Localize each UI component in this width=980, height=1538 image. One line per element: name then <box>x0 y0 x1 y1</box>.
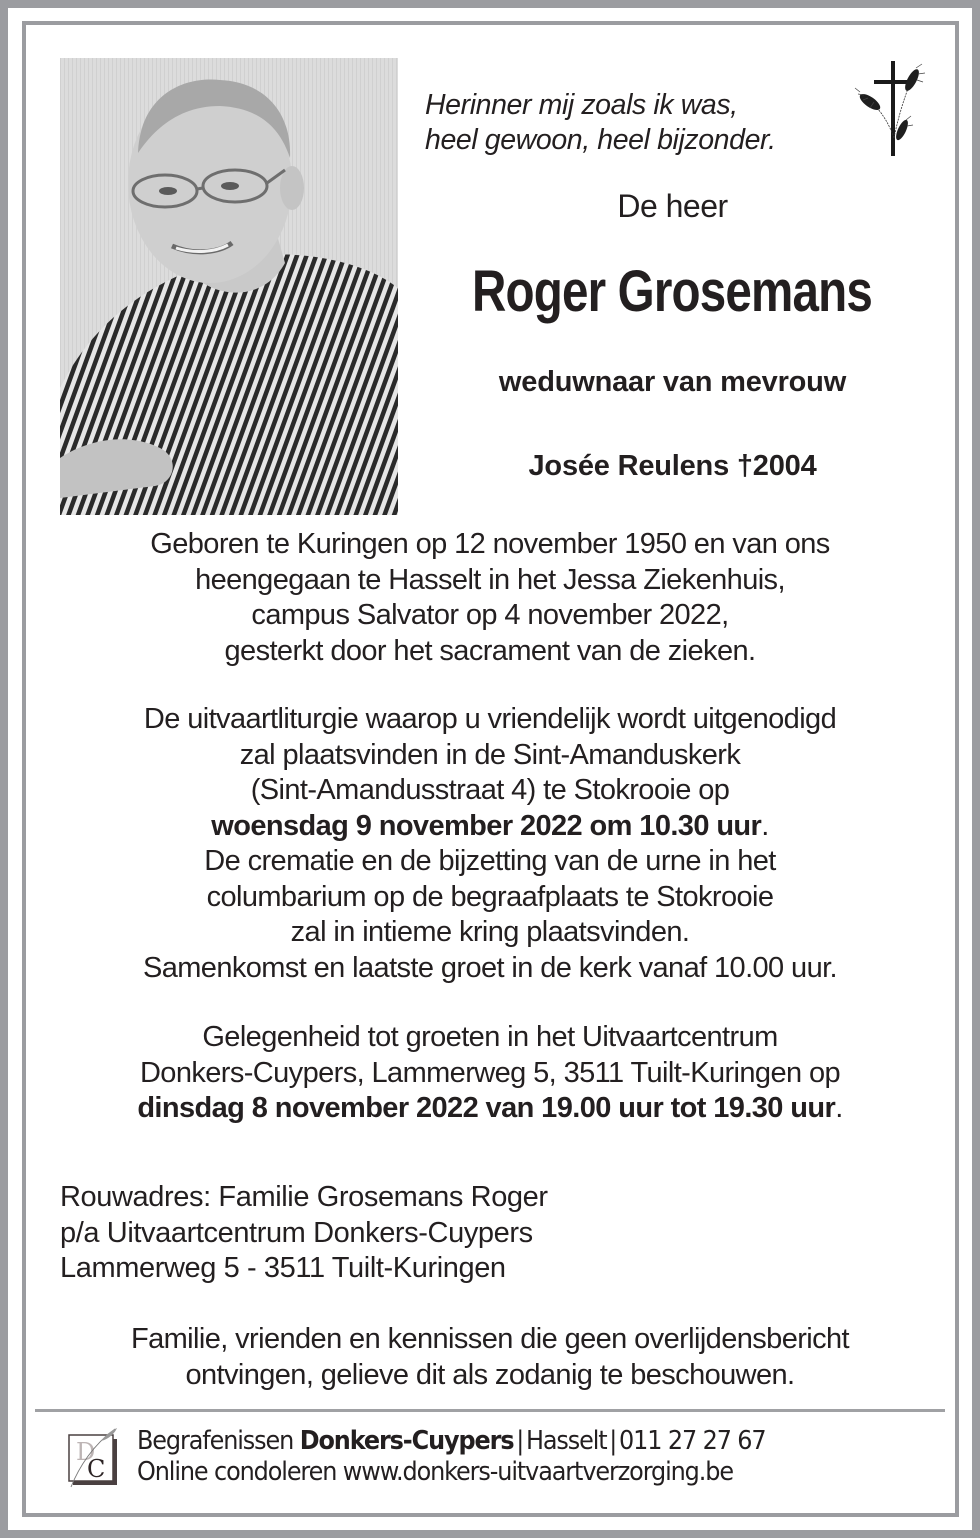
cross-with-wheat-icon <box>852 58 932 158</box>
text-line: campus Salvator op 4 november 2022, <box>251 599 729 631</box>
text-line: (Sint-Amandusstraat 4) te Stokrooie op <box>250 774 730 806</box>
address-line: Lammerweg 5 - 3511 Tuilt-Kuringen <box>60 1252 506 1284</box>
quote-line: heel gewoon, heel bijzonder. <box>425 124 776 156</box>
visitation-date: dinsdag 8 november 2022 van 19.00 uur tot 19.30 uur <box>137 1092 836 1124</box>
funeral-home-info-line <box>137 1426 873 1457</box>
text-line: heengegaan te Hasselt in het Jessa Ziekenhuis, <box>195 563 785 596</box>
funeral-home-name: Donkers-Cuypers <box>299 1426 514 1456</box>
divider-bar: | <box>609 1426 617 1456</box>
footer-divider <box>35 1409 945 1412</box>
svg-text:D: D <box>76 1438 96 1466</box>
text-line: Donkers-Cuypers, Lammerweg 5, 3511 Tuilt-Kuringen op <box>139 1056 841 1089</box>
text-line: Familie, vrienden en kennissen die geen overlijdensbericht <box>130 1323 850 1355</box>
notice-paragraph <box>50 1322 930 1393</box>
donkers-cuypers-logo-icon <box>65 1427 121 1489</box>
punctuation: . <box>761 809 769 842</box>
quote-line: Herinner mij zoals ik was, <box>425 89 738 121</box>
visitation-paragraph <box>50 1020 930 1127</box>
mourning-address <box>60 1180 660 1287</box>
text-line: De uitvaartliturgie waarop u vriendelijk wordt uitgenodigd <box>143 703 837 735</box>
address-line: Rouwadres: Familie Grosemans Roger <box>60 1181 548 1213</box>
svg-text:C: C <box>87 1455 106 1483</box>
text-line: De crematie en de bijzetting van de urne in het <box>204 845 776 877</box>
condolence-line <box>137 1457 873 1488</box>
text-line: Samenkomst en laatste groet in de kerk vanaf 10.00 uur. <box>142 951 838 984</box>
funeral-date: woensdag 9 november 2022 om 10.30 uur <box>211 809 762 842</box>
condolence-label: Online condoleren <box>137 1457 343 1487</box>
text-line: Geboren te Kuringen op 12 november 1950 en van ons <box>150 528 830 560</box>
text-line: zal in intieme kring plaatsvinden. <box>290 916 690 948</box>
text-line: columbarium op de begraafplaats te Stokrooie <box>206 880 774 913</box>
deceased-name: Roger Grosemans <box>471 259 873 324</box>
funeral-home-city: Hasselt <box>525 1426 607 1456</box>
text-line: ontvingen, gelieve dit als zodanig te beschouwen. <box>185 1358 795 1391</box>
text-line: Gelegenheid tot groeten in het Uitvaartcentrum <box>202 1021 778 1053</box>
title-prefix: De heer <box>617 188 728 224</box>
funeral-date-line <box>50 809 930 845</box>
portrait-photo <box>60 58 398 515</box>
text-line: zal plaatsvinden in de Sint-Amanduskerk <box>239 738 741 771</box>
funeral-home-footer <box>137 1426 937 1488</box>
visitation-date-line <box>50 1091 930 1127</box>
funeral-home-phone[interactable]: 011 27 27 67 <box>619 1426 766 1456</box>
punctuation: . <box>835 1092 843 1124</box>
divider-bar: | <box>516 1426 524 1456</box>
birth-death-paragraph <box>50 527 930 669</box>
website-link[interactable]: www.donkers-uitvaartverzorging.be <box>342 1457 733 1487</box>
spouse-label: weduwnaar van mevrouw <box>498 366 847 398</box>
funeral-paragraph <box>50 702 930 986</box>
footer-prefix: Begrafenissen <box>137 1426 300 1456</box>
address-line: p/a Uitvaartcentrum Donkers-Cuypers <box>60 1216 533 1249</box>
spouse-name: Josée Reulens †2004 <box>528 450 817 482</box>
memorial-quote <box>425 88 845 158</box>
text-line: gesterkt door het sacrament van de zieken. <box>224 634 756 667</box>
